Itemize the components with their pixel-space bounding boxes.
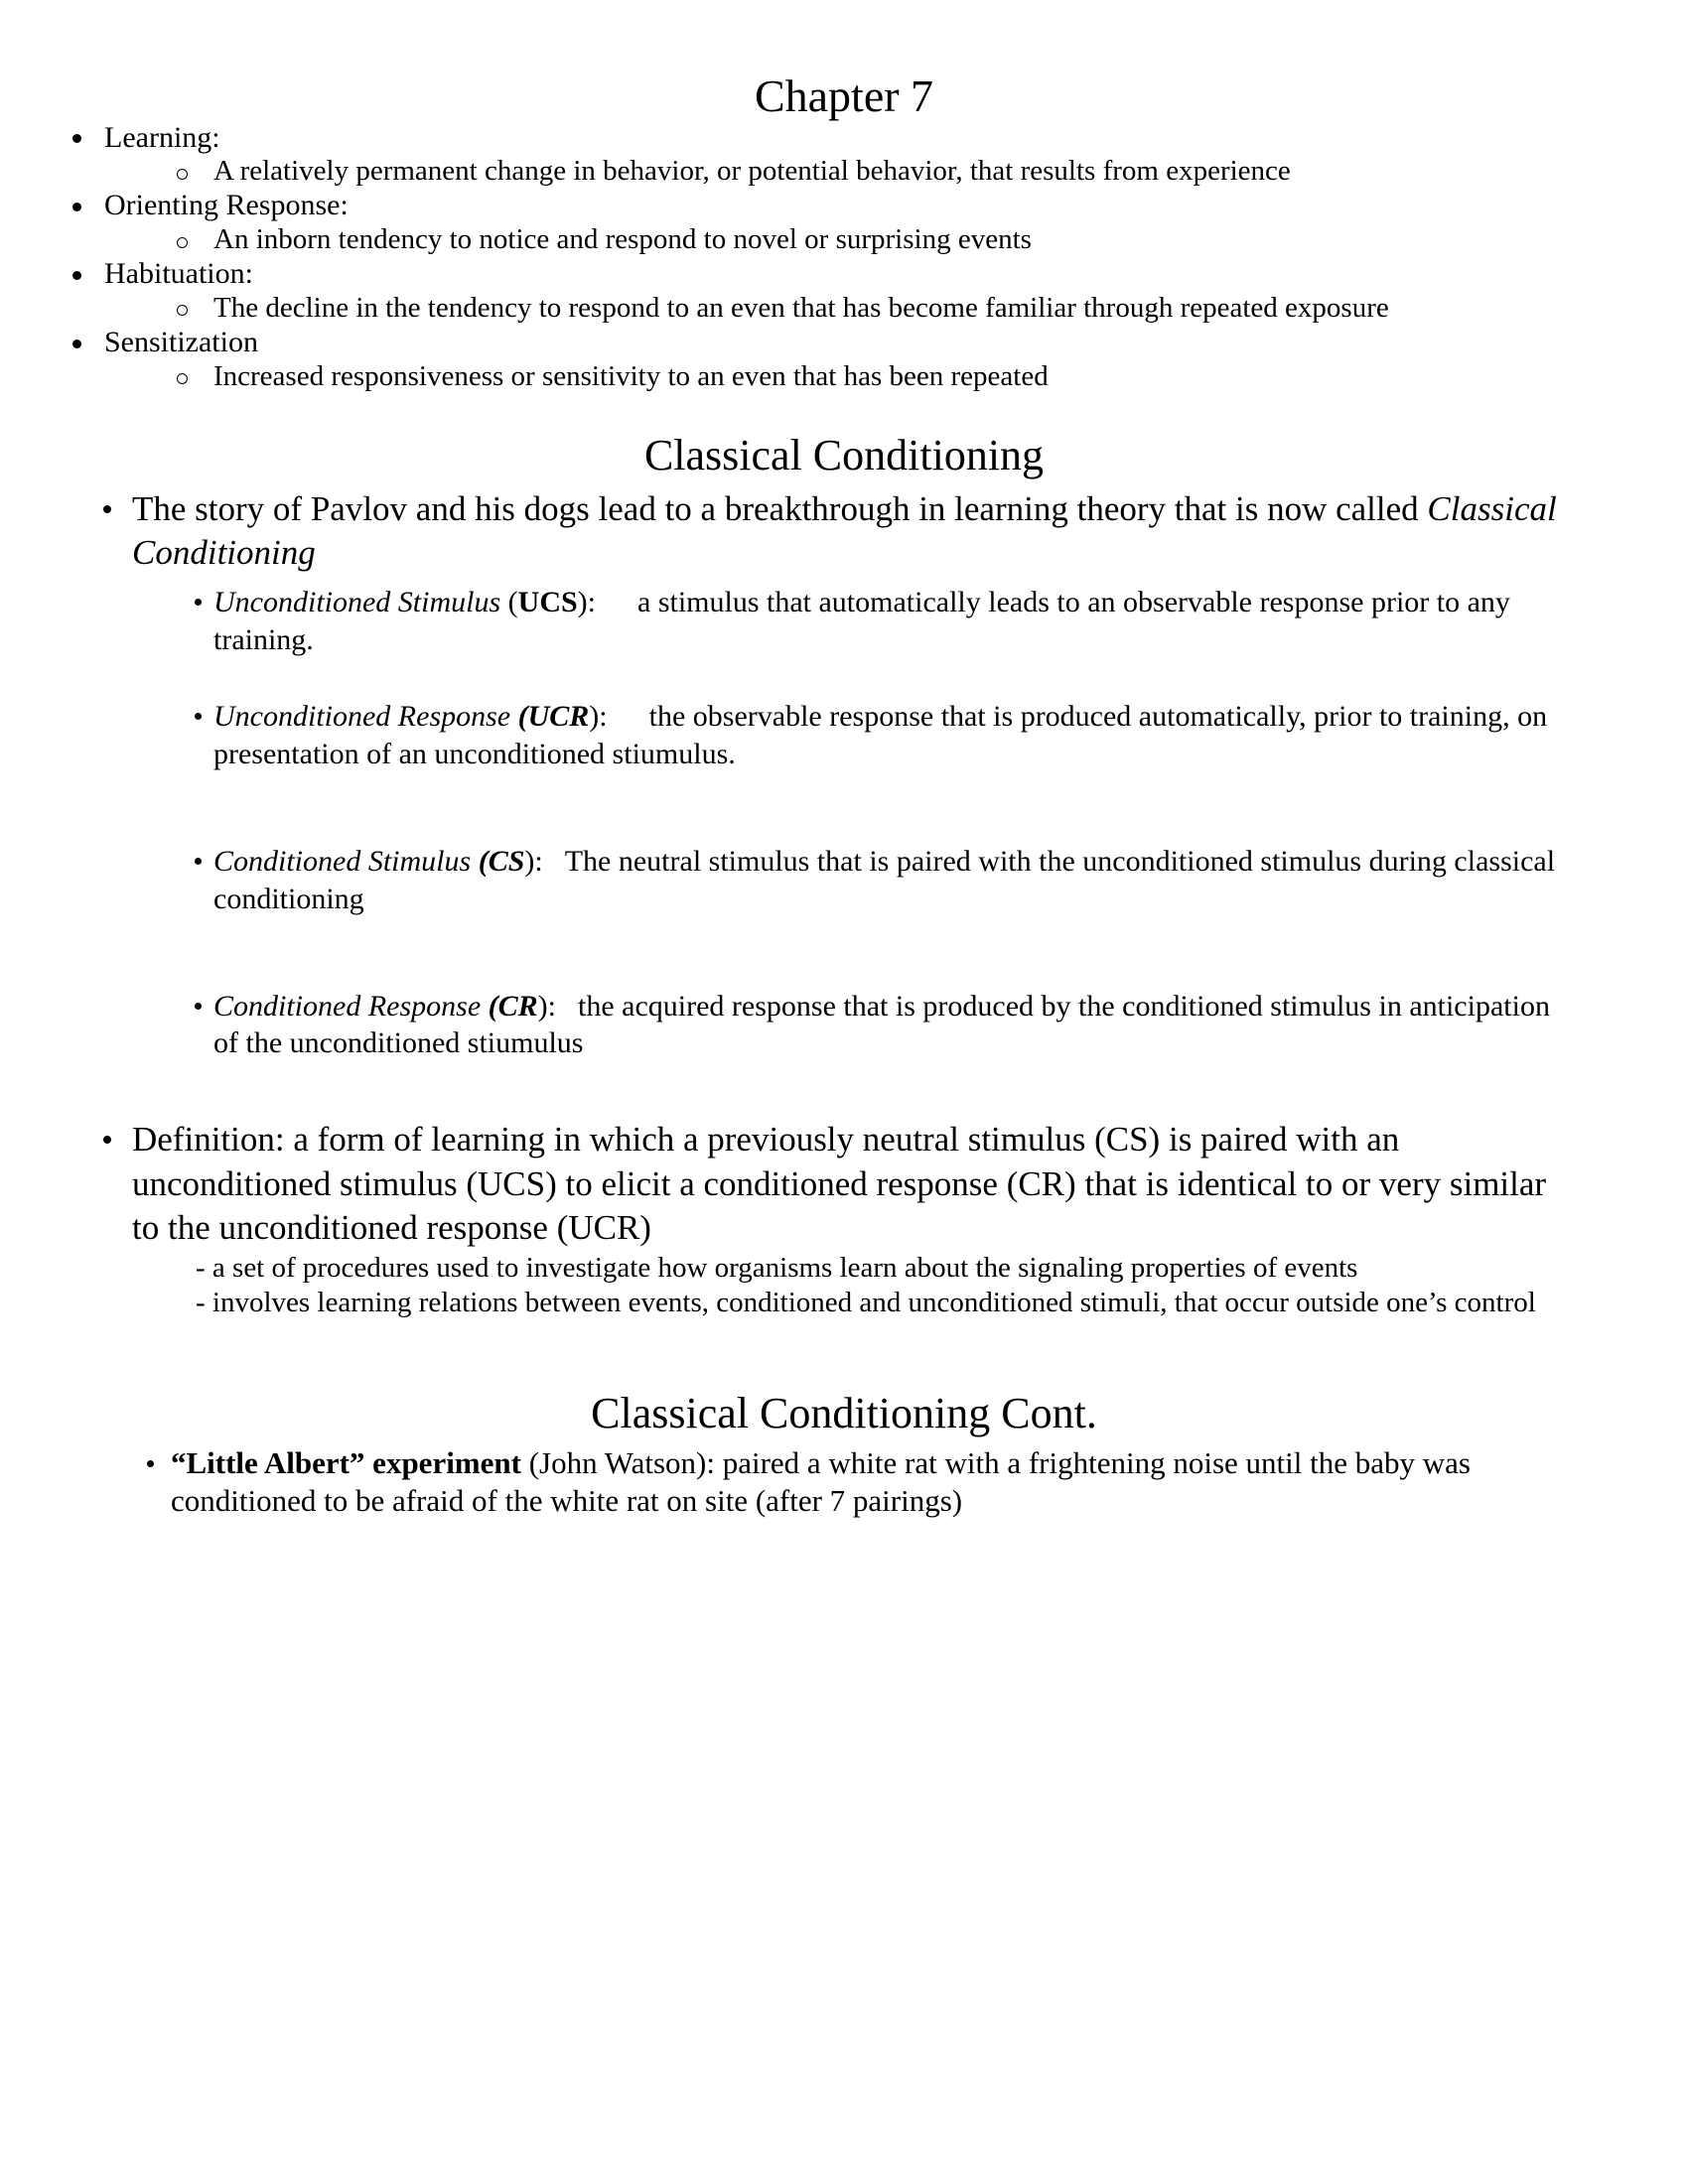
term-paren-close: ): [537, 989, 556, 1023]
little-albert-label: “Little Albert” experiment [171, 1444, 521, 1480]
pavlov-intro-text: The story of Pavlov and his dogs lead to a breakthrough in learning theory that is now called [132, 488, 1428, 528]
definitions-outline [0, 121, 1688, 394]
section-heading-classical-conditioning: Classical Conditioning [643, 430, 1045, 479]
term-label: Conditioned Stimulus [213, 845, 479, 878]
term-paren-close: ): [577, 585, 596, 618]
term-label: Unconditioned Response [213, 700, 518, 734]
bullet-dot-icon [103, 505, 111, 513]
bullet-dot-icon [72, 134, 81, 143]
pavlov-intro [0, 487, 1688, 576]
term-abbreviation: UCR [527, 700, 590, 734]
outline-definition: A relatively permanent change in behavior, or potential behavior, that results from experience [213, 155, 1291, 188]
bullet-dot-icon [147, 1460, 154, 1467]
bullet-dot-icon [72, 203, 81, 211]
bullet-circle-icon [177, 237, 188, 248]
little-albert-item [0, 1444, 1688, 1522]
definition-sub-relations: - involves learning relations between events, conditioned and unconditioned stimuli, that occur outside one’s control [196, 1286, 1536, 1318]
outline-subitem-sensitization [0, 360, 1688, 394]
term-paren-open: ( [488, 989, 498, 1023]
definition-sub-procedures: - a set of procedures used to investigate how organisms learn about the signaling properties of events [196, 1251, 1358, 1284]
term-definition: the observable response that is produced automatically, prior to training, on presentation of an unconditioned stiumulus. [213, 700, 1548, 771]
bullet-circle-icon [177, 305, 188, 316]
bullet-dot-icon [195, 1003, 202, 1010]
term-unconditioned-stimulus [0, 584, 1688, 659]
term-abbreviation: CS [488, 845, 525, 878]
page-title: Chapter 7 [754, 70, 934, 121]
pavlov-intro-emphasis: Classical Conditioning [132, 488, 1557, 573]
bullet-circle-icon [177, 373, 188, 384]
bullet-dot-icon [195, 599, 202, 606]
term-conditioned-stimulus [0, 843, 1688, 918]
bullet-dot-icon [103, 1136, 111, 1144]
outline-item-sensitization [0, 326, 1688, 360]
bullet-dot-icon [72, 271, 81, 280]
term-paren-close: ): [524, 845, 543, 878]
term-conditioned-response [0, 988, 1688, 1063]
term-definition: a stimulus that automatically leads to an observable response prior to any training. [213, 585, 1510, 656]
term-abbreviation: UCS [517, 585, 578, 618]
term-paren-close: ): [589, 700, 608, 734]
term-paren-open: ( [500, 585, 518, 618]
outline-definition: The decline in the tendency to respond to an even that has become familiar through repeated exposure [213, 291, 1389, 324]
little-albert-description: (John Watson): paired a white rat with a frightening noise until the baby was conditioned to be afraid of the white rat on site (after 7 pairings) [171, 1444, 1471, 1519]
bullet-dot-icon [72, 340, 81, 348]
definition-main [0, 1118, 1688, 1250]
outline-term: Sensitization [104, 325, 258, 358]
outline-term: Habituation: [104, 257, 253, 291]
term-definition: the acquired response that is produced by the conditioned stimulus in anticipation of the unconditioned stiumulus [213, 989, 1550, 1060]
term-paren-open: ( [517, 700, 528, 734]
term-label: Conditioned Response [213, 989, 489, 1023]
outline-item-habituation [0, 257, 1688, 292]
term-label: Unconditioned Stimulus [213, 585, 501, 618]
term-definition: The neutral stimulus that is paired with the unconditioned stimulus during classical conditioning [213, 845, 1556, 915]
definition-main-text: Definition: a form of learning in which a previously neutral stimulus (CS) is paired with an unconditioned stimulus (UCS) to elicit a conditioned response (CR) that is identical to or very similar to the unconditioned response (UCR) [132, 1120, 1547, 1248]
outline-definition: Increased responsiveness or sensitivity to an even that has been repeated [213, 359, 1049, 392]
outline-term: Learning: [104, 120, 220, 154]
outline-subitem-habituation [0, 292, 1688, 326]
term-unconditioned-response [0, 698, 1688, 773]
section-heading-classical-conditioning-cont: Classical Conditioning Cont. [591, 1389, 1097, 1438]
outline-item-orienting-response [0, 189, 1688, 223]
outline-subitem-learning [0, 155, 1688, 189]
term-paren-open: ( [478, 845, 489, 878]
outline-item-learning [0, 121, 1688, 156]
outline-definition: An inborn tendency to notice and respond to novel or surprising events [213, 223, 1032, 256]
bullet-dot-icon [195, 713, 202, 720]
outline-term: Orienting Response: [104, 189, 349, 222]
bullet-circle-icon [177, 169, 188, 180]
bullet-dot-icon [195, 858, 202, 865]
outline-subitem-orienting-response [0, 223, 1688, 257]
term-abbreviation: CR [497, 989, 538, 1023]
